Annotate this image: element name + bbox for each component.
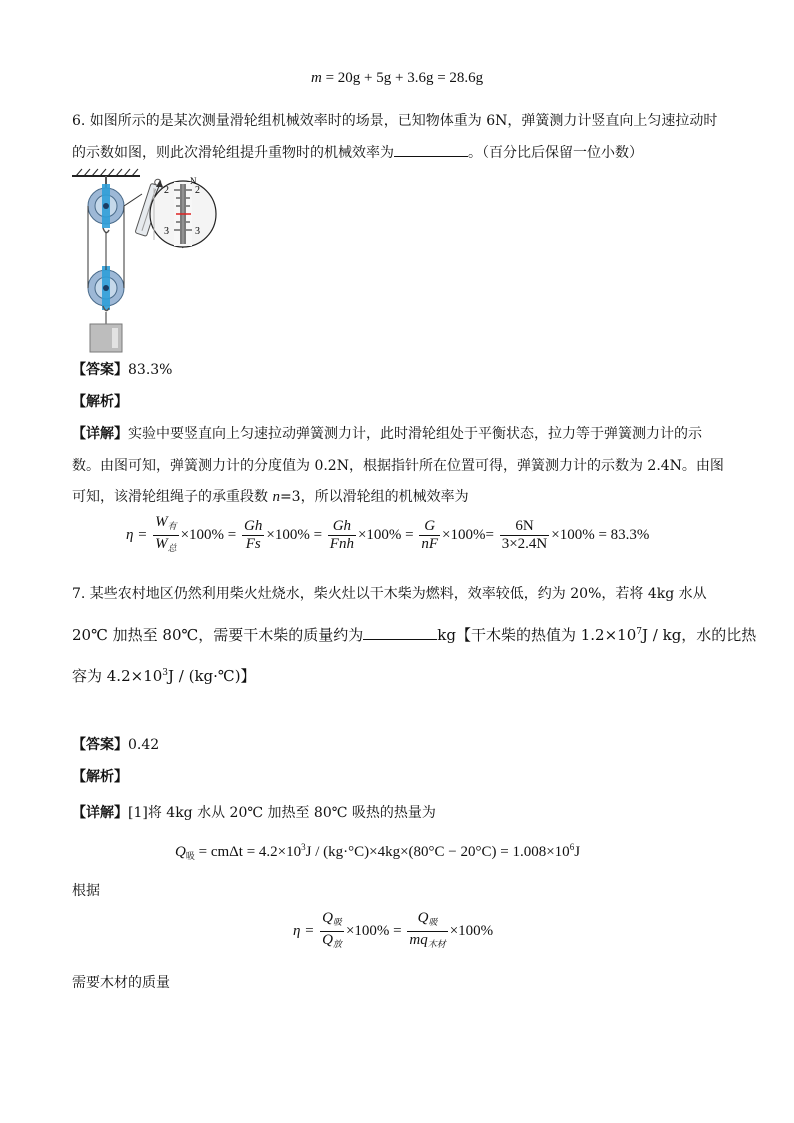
heat-q-sub: 吸	[185, 851, 195, 861]
q7-detail-text: [1]将 4kg 水从 20℃ 加热至 80℃ 吸热的热量为	[128, 805, 436, 821]
q6-text-line1: 6. 如图所示的是某次测量滑轮组机械效率时的场景，已知物体重为 6N，弹簧测力计竖直向上匀速拉动时	[72, 113, 718, 129]
q6-detail-line3-post: =3，所以滑轮组的机械效率为	[279, 489, 469, 505]
scale-unit-label: N	[190, 176, 197, 186]
heat-eq3: J	[574, 844, 581, 860]
eff-result: ×100% = 83.3%	[551, 526, 650, 543]
q7-answer-value: 0.42	[128, 737, 160, 753]
q7-analysis-label: 【解析】	[72, 769, 128, 785]
eff-times2: ×100% =	[266, 526, 323, 543]
eff-times1: ×100% =	[180, 526, 237, 543]
q6-detail-line2: 数。由图可知，弹簧测力计的分度值为 0.2N，根据指针所在位置可得，弹簧测力计的示数为 2.4N。由图	[72, 458, 724, 474]
scale-label-2-right: 2	[195, 185, 200, 196]
mass-symbol: m	[311, 70, 322, 86]
q6-analysis-label: 【解析】	[72, 394, 128, 410]
eta2-times1: ×100% =	[345, 922, 402, 939]
q7-answer-blank	[363, 625, 437, 640]
eff-frac-g-nf: $\frac{G}{nF}$	[421, 518, 439, 552]
q7-answer-label: 【答案】	[72, 737, 128, 753]
q6-answer	[72, 359, 172, 379]
eff-eta: η =	[126, 526, 148, 543]
mass-equation	[311, 70, 483, 87]
q7-need-mass: 需要木材的质量	[72, 975, 170, 991]
q6-text-line2-post: 。（百分比后保留一位小数）	[468, 145, 643, 161]
eta2-times2: ×100%	[449, 922, 494, 939]
eff-frac-values: $\frac{6N}{3\times 2.4N}$	[501, 518, 548, 552]
q7-line2-a: 20℃ 加热至 80℃，需要干木柴的质量约为	[72, 626, 364, 644]
q6-detail-label: 【详解】	[72, 426, 128, 442]
eff-frac-gh-fs: $\frac{Gh}{Fs}$	[244, 518, 263, 552]
heat-sup2: 6	[569, 842, 575, 852]
scale-label-2-left: 2	[164, 185, 169, 196]
heat-equation	[175, 842, 580, 862]
eff-frac-w: $\frac{W_有}{W_总}$	[155, 514, 177, 553]
eta2-frac2: $\frac{Q_吸}{mq_{木材}}$	[409, 910, 446, 949]
q6-text-line2-pre: 的示数如图，则此次滑轮组提升重物时的机械效率为	[72, 145, 394, 161]
efficiency-equation-2	[293, 910, 493, 953]
q6-text-line2	[72, 142, 643, 162]
eta2-frac1: $\frac{Q_吸}{Q_放}$	[322, 910, 342, 949]
q6-detail-text1: 实验中要竖直向上匀速拉动弹簧测力计，此时滑轮组处于平衡状态，拉力等于弹簧测力计的示	[128, 426, 702, 442]
ceiling-hatch	[76, 169, 138, 176]
q7-according: 根据	[72, 883, 100, 899]
q6-detail-line3	[72, 486, 469, 506]
q7-text-line3	[72, 665, 256, 686]
mass-expression: = 20g + 5g + 3.6g = 28.6g	[325, 70, 484, 86]
q7-line3-a: 容为 4.2×10	[72, 667, 163, 685]
heat-q: Q	[175, 844, 186, 860]
heat-eq1: = cmΔt = 4.2×10	[198, 844, 302, 860]
q6-answer-label: 【答案】	[72, 362, 128, 378]
q7-text-line1: 7. 某些农村地区仍然利用柴火灶烧水，柴火灶以干木柴为燃料，效率较低，约为 20%，若将 4kg 水从	[72, 586, 707, 602]
heat-eq2: J / (kg·°C)×4kg×(80°C − 20°C) = 1.008×10	[305, 844, 570, 860]
q7-answer	[72, 734, 159, 754]
heat-sup1: 3	[301, 842, 306, 852]
q6-detail-line3-n: n	[272, 489, 280, 505]
q6-detail-line1	[72, 423, 702, 443]
eff-times4: ×100%=	[442, 526, 494, 543]
q7-line2-c: J / kg，水的比热	[642, 626, 757, 644]
efficiency-equation	[126, 514, 649, 557]
q6-detail-line3-pre: 可知，该滑轮组绳子的承重段数	[72, 489, 273, 505]
q7-line3-b: J / (kg·℃)】	[168, 667, 256, 685]
q7-detail-line	[72, 802, 436, 822]
scale-label-3-left: 3	[164, 226, 169, 237]
q6-answer-blank	[394, 142, 468, 157]
q7-line3-sup: 3	[162, 668, 169, 678]
q7-line2-b: kg【干木柴的热值为 1.2×10	[437, 626, 637, 644]
eff-frac-gh-fnh: $\frac{Gh}{\text{Fnh}}$	[329, 518, 354, 552]
eta2-lhs: η =	[293, 922, 315, 939]
q7-text-line2	[72, 624, 756, 645]
eff-times3: ×100% =	[357, 526, 414, 543]
q6-answer-value: 83.3%	[128, 362, 173, 378]
q7-line2-sup: 7	[636, 627, 642, 637]
scale-label-3-right: 3	[195, 226, 200, 237]
pulley-figure	[70, 166, 220, 356]
q7-detail-label: 【详解】	[72, 805, 128, 821]
